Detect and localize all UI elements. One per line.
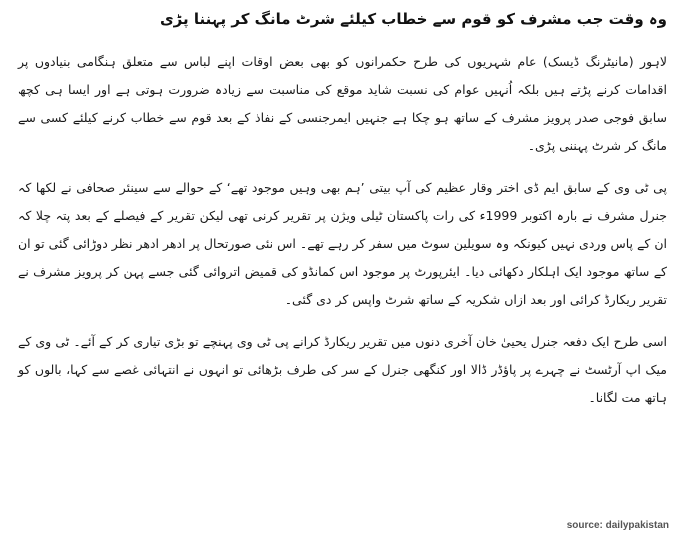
article-paragraph-3: اسی طرح ایک دفعہ جنرل یحییٰ خان آخری دنوں میں تقریر ریکارڈ کرانے پی ٹی وی پہنچے تو بڑی تیاری کر کے آئے۔ ٹی وی کے میک اپ آرٹسٹ نے چہرے پر پاؤڈر ڈالا اور کنگھی جنرل کے سر کی طرف بڑھائی تو انہوں نے انتہائی غصے سے کہا، بالوں کو ہاتھ مت لگانا۔ <box>18 334 667 405</box>
article-paragraph-2: پی ٹی وی کے سابق ایم ڈی اختر وقار عظیم کی آپ بیتی ’ہم بھی وہیں موجود تھے‘ کے حوالے سے سینئر صحافی نے لکھا کہ جنرل مشرف نے بارہ اکتوبر 1999ء کی رات پاکستان ٹیلی ویژن پر تقریر کرنی تھی لیکن تقریر کے فیصلے کے بعد پتہ چلا کہ ان کے پاس وردی نہیں کیونکہ وہ سویلین سوٹ میں سفر کر رہے تھے۔ اس نئی صورتحال پر ادھر ادھر نظر دوڑائی گئی تو ان کے ساتھ موجود ایک اہلکار دکھائی دیا۔ ایئرپورٹ پر موجود اس کمانڈو کی قمیض اتروائی گئی جسے پہن کر پرویز مشرف نے تقریر ریکارڈ کرائی اور بعد ازاں شکریہ کے ساتھ شرٹ واپس کر دی گئی۔ <box>18 180 668 307</box>
source-credit: source: dailypakistan <box>566 520 669 531</box>
article-paragraph-1: لاہور (مانیٹرنگ ڈیسک) عام شہریوں کی طرح حکمرانوں کو بھی بعض اوقات اپنے لباس سے متعلق ہنگامی بنیادوں پر اقدامات کرنے پڑتے ہیں بلکہ اُنہیں عوام کی نسبت شاید موقع کی مناسبت سے زیادہ ضرورت ہوتی ہے اور ایسا ہی کچھ سابق فوجی صدر پرویز مشرف کے ساتھ ہو چکا ہے جنہیں ایمرجنسی کے نفاذ کے بعد قوم سے خطاب کرنے کیلئے کسی سے مانگ کر شرٹ پہننی پڑی۔ <box>18 54 667 153</box>
article-headline: وہ وقت جب مشرف کو قوم سے خطاب کیلئے شرٹ مانگ کر پہننا پڑی <box>159 10 667 28</box>
